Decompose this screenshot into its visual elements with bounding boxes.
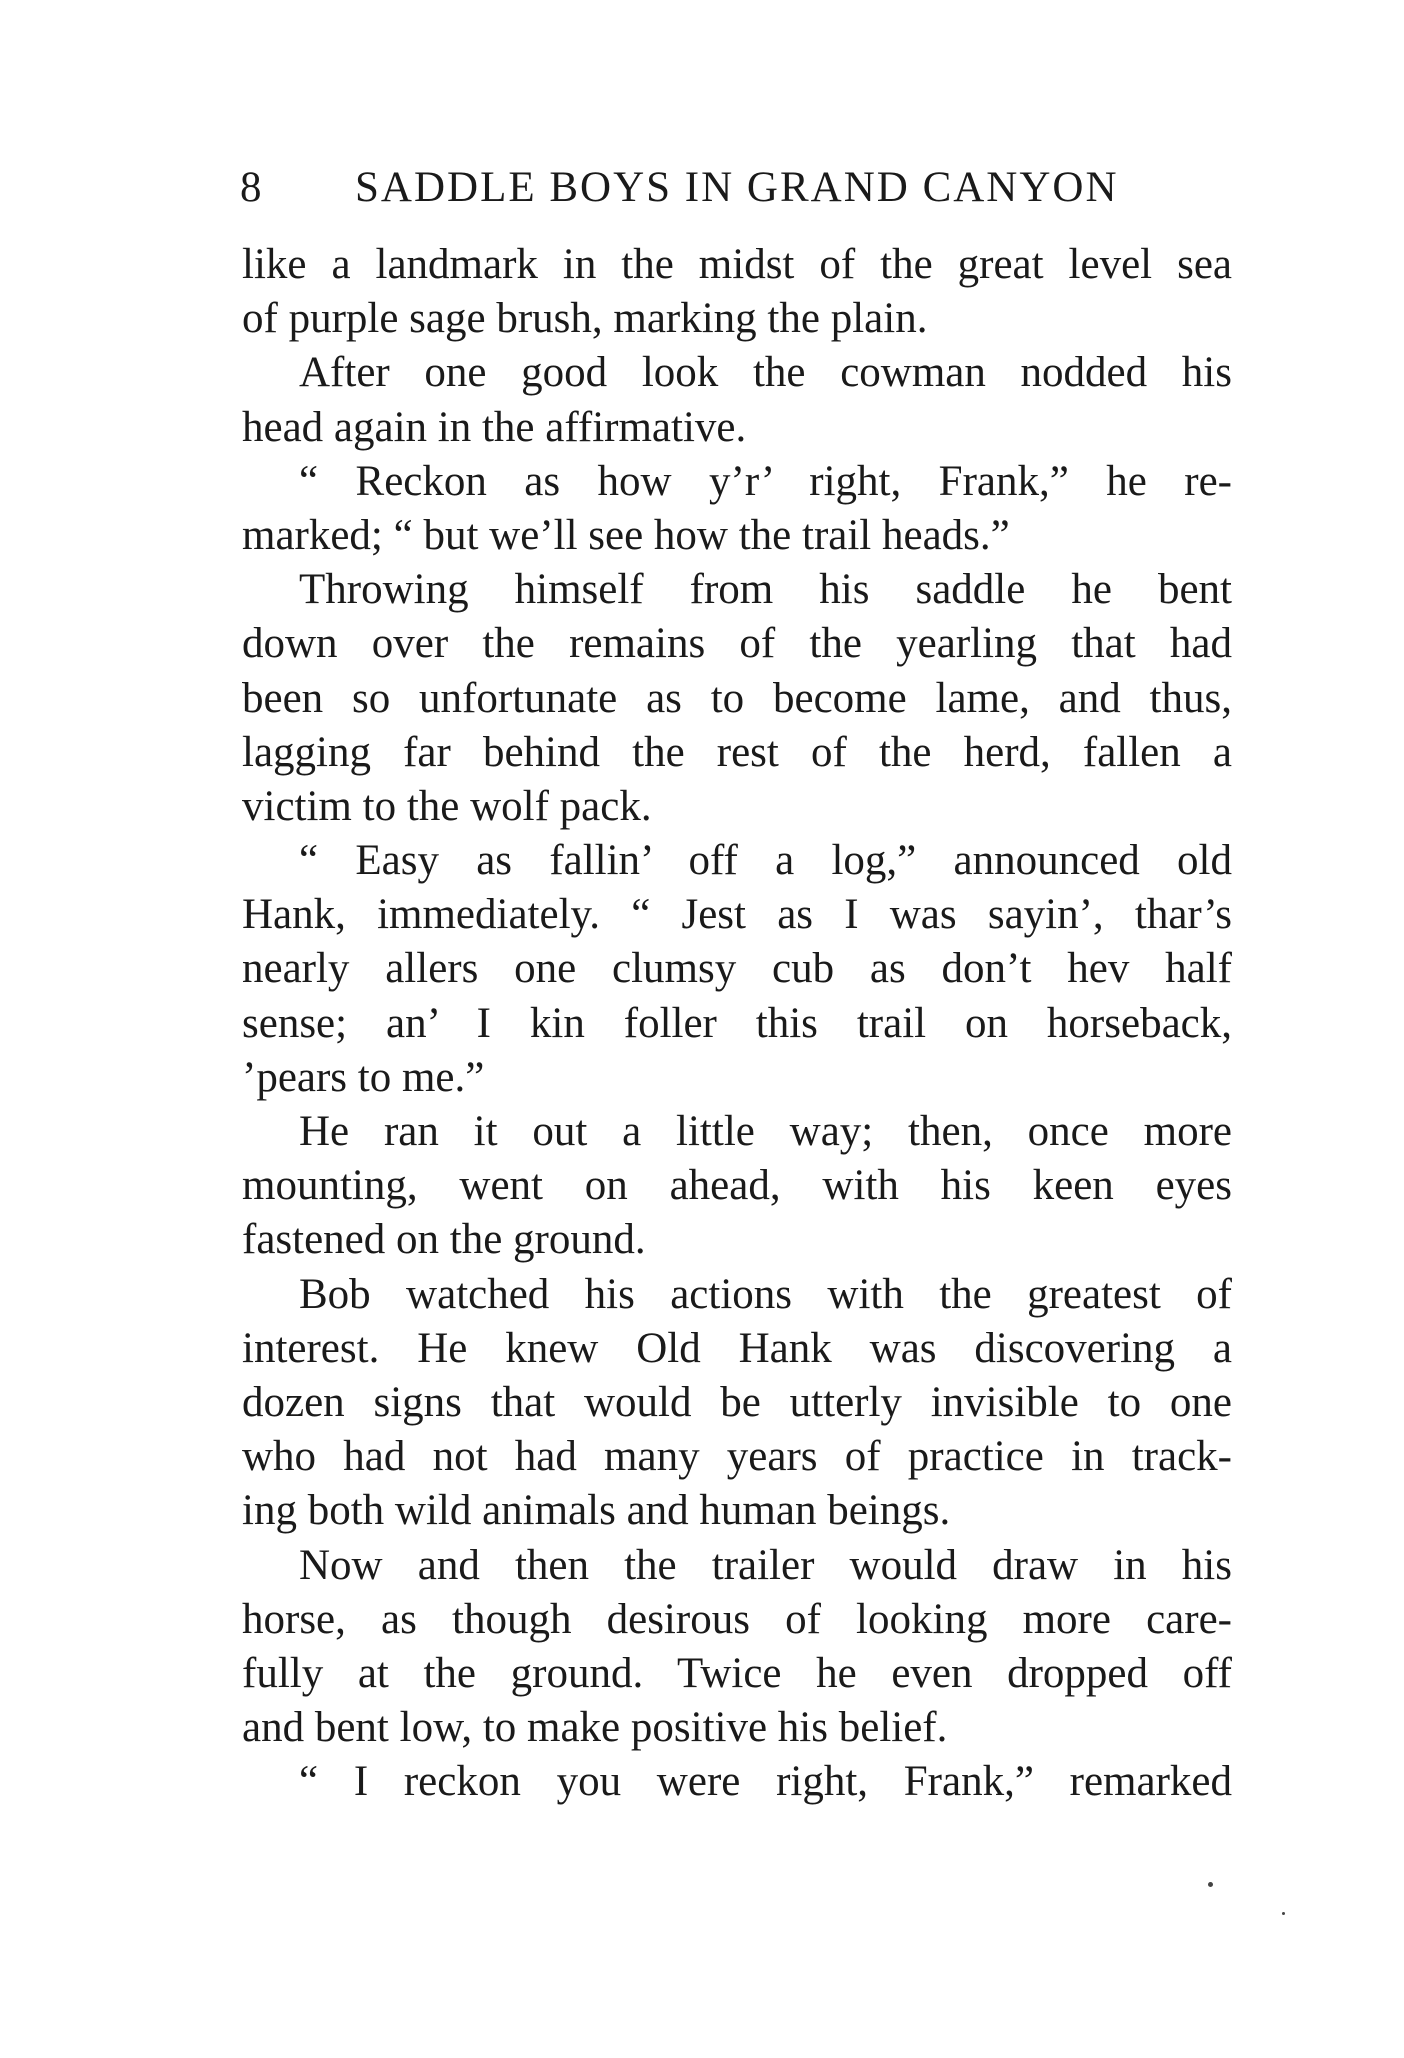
text-line: victim to the wolf pack. bbox=[242, 782, 652, 830]
text-line: dozen signs that would be utterly invisible to one bbox=[242, 1378, 1232, 1426]
text-line: ing both wild animals and human beings. bbox=[242, 1487, 951, 1535]
text-line: like a landmark in the midst of the great level sea bbox=[242, 241, 1232, 288]
book-title: SADDLE BOYS IN GRAND CANYON bbox=[355, 164, 1119, 211]
text-line: marked; “ but we’ll see how the trail heads.” bbox=[242, 511, 1010, 559]
text-line: been so unfortunate as to become lame, and thus, bbox=[242, 674, 1232, 722]
text-line: After one good look the cowman nodded his bbox=[299, 349, 1232, 397]
body-text bbox=[242, 238, 1232, 1809]
text-line: ’pears to me.” bbox=[242, 1053, 485, 1101]
text-line: horse, as though desirous of looking more care- bbox=[242, 1595, 1232, 1643]
text-line: Hank, immediately. “ Jest as I was sayin’, thar’s bbox=[242, 891, 1232, 939]
ink-speck bbox=[1282, 1912, 1285, 1915]
text-line: and bent low, to make positive his belief. bbox=[242, 1704, 948, 1752]
text-line: lagging far behind the rest of the herd, fallen a bbox=[242, 728, 1232, 776]
text-line: “ Reckon as how y’r’ right, Frank,” he re- bbox=[299, 457, 1232, 505]
text-line: of purple sage brush, marking the plain. bbox=[242, 295, 928, 343]
text-line: who had not had many years of practice in track- bbox=[242, 1433, 1232, 1481]
text-line: interest. He knew Old Hank was discovering a bbox=[242, 1324, 1232, 1372]
text-line: mounting, went on ahead, with his keen eyes bbox=[242, 1162, 1232, 1210]
text-line: “ I reckon you were right, Frank,” remarked bbox=[299, 1758, 1232, 1806]
text-line: He ran it out a little way; then, once more bbox=[299, 1108, 1232, 1155]
text-line: fastened on the ground. bbox=[242, 1216, 646, 1264]
text-line: Now and then the trailer would draw in his bbox=[299, 1541, 1232, 1589]
text-line: down over the remains of the yearling that had bbox=[242, 620, 1232, 668]
text-line: head again in the affirmative. bbox=[242, 403, 747, 451]
running-head bbox=[240, 160, 1230, 216]
text-line: fully at the ground. Twice he even dropped off bbox=[242, 1649, 1232, 1697]
ink-speck bbox=[1208, 1882, 1213, 1887]
text-line: nearly allers one clumsy cub as don’t hev half bbox=[242, 945, 1232, 993]
page-number: 8 bbox=[240, 164, 264, 211]
text-line: sense; an’ I kin foller this trail on horseback, bbox=[242, 999, 1232, 1047]
text-line: “ Easy as fallin’ off a log,” announced old bbox=[299, 837, 1232, 885]
text-line: Throwing himself from his saddle he bent bbox=[299, 566, 1232, 614]
text-line: Bob watched his actions with the greatest of bbox=[299, 1270, 1232, 1318]
